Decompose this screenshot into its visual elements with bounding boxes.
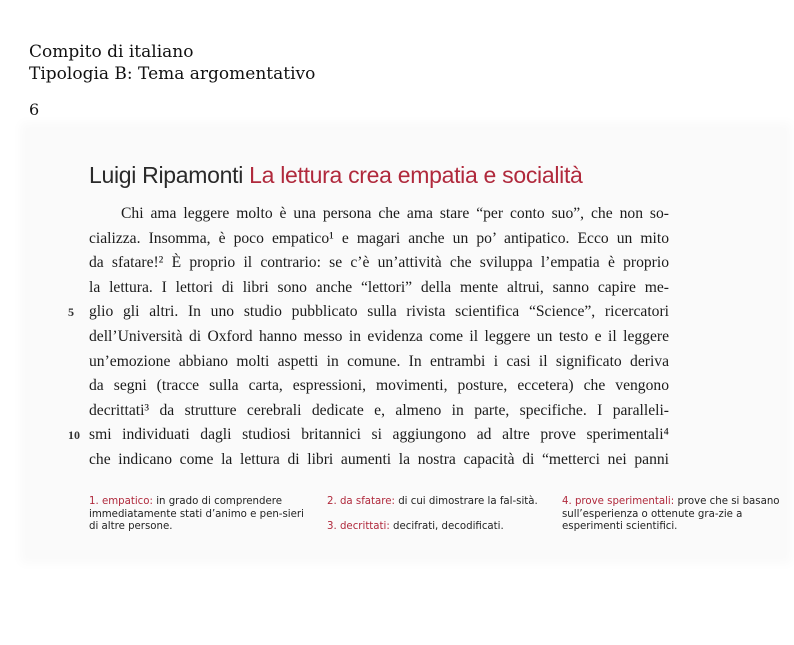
header-typology: Tipologia B: Tema argomentativo [29,64,316,84]
line-number-10: 10 [68,428,80,443]
article-title [89,160,583,190]
line-number-5: 5 [68,305,74,320]
footnote-3 [327,521,549,534]
footnote-term: 4. prove sperimentali: [562,496,675,507]
article-body [68,202,669,473]
text-line: Chi ama leggere molto è una persona che ama stare “per conto suo”, che non so- [121,205,669,222]
text-line: da segni (tracce sulla carta, espressioni, movimenti, posture, eccetera) che vengono [89,377,669,395]
footnote-text: di cui dimostrare la fal-sità. [394,496,538,507]
footnote-term: 3. decrittati: [327,521,390,532]
article-author: Luigi Ripamonti [89,162,244,188]
page-number: 6 [29,100,40,119]
text-line: decrittati³ da strutture cerebrali dedicate e, almeno in parte, specifiche. I paralleli- [89,401,669,419]
text-line-content: glio gli altri. In uno studio pubblicato sulla rivista scientifica “Science”, ricercatori [89,303,669,321]
document-header [29,41,315,85]
footnote-term: 2. da sfatare: [327,496,395,507]
text-line-content: smi individuati dagli studiosi britannici si aggiungono ad altre prove sperimentali⁴ [89,426,669,444]
footnote-4 [562,496,787,534]
footnote-text: decifrati, decodificati. [389,521,504,532]
footnote-1 [89,496,311,534]
article-work-title: La lettura crea empatia e socialità [249,162,583,188]
text-line: la lettura. I lettori di libri sono anche “lettori” della mente altrui, sanno capire me- [89,278,669,296]
text-line: dell’Università di Oxford hanno messo in evidenza come il leggere un testo e il leggere [89,327,669,345]
text-line: cializza. Insomma, è poco empatico¹ e magari anche un po’ antipatico. Ecco un mito [89,229,669,247]
text-line-5 [68,300,669,325]
footnote-text: in grado di comprendere immediatamente stati d’animo e pen-sieri di altre persone. [89,496,304,532]
footnote-2 [327,496,549,509]
text-line-10 [68,423,669,448]
footnote-text: prove che si basano sull’esperienza o ottenute gra-zie a esperimenti scientifici. [562,496,780,532]
text-line: che indicano come la lettura di libri aumenti la nostra capacità di “metterci nei panni [89,450,669,468]
text-line: un’emozione abbiano molti aspetti in comune. In entrambi i casi il significato deriva [89,352,669,370]
header-subject: Compito di italiano [29,42,194,62]
text-line: da sfatare!² È proprio il contrario: se c’è un’attività che sviluppa l’empatia è proprio [89,254,669,272]
footnote-term: 1. empatico: [89,496,153,507]
